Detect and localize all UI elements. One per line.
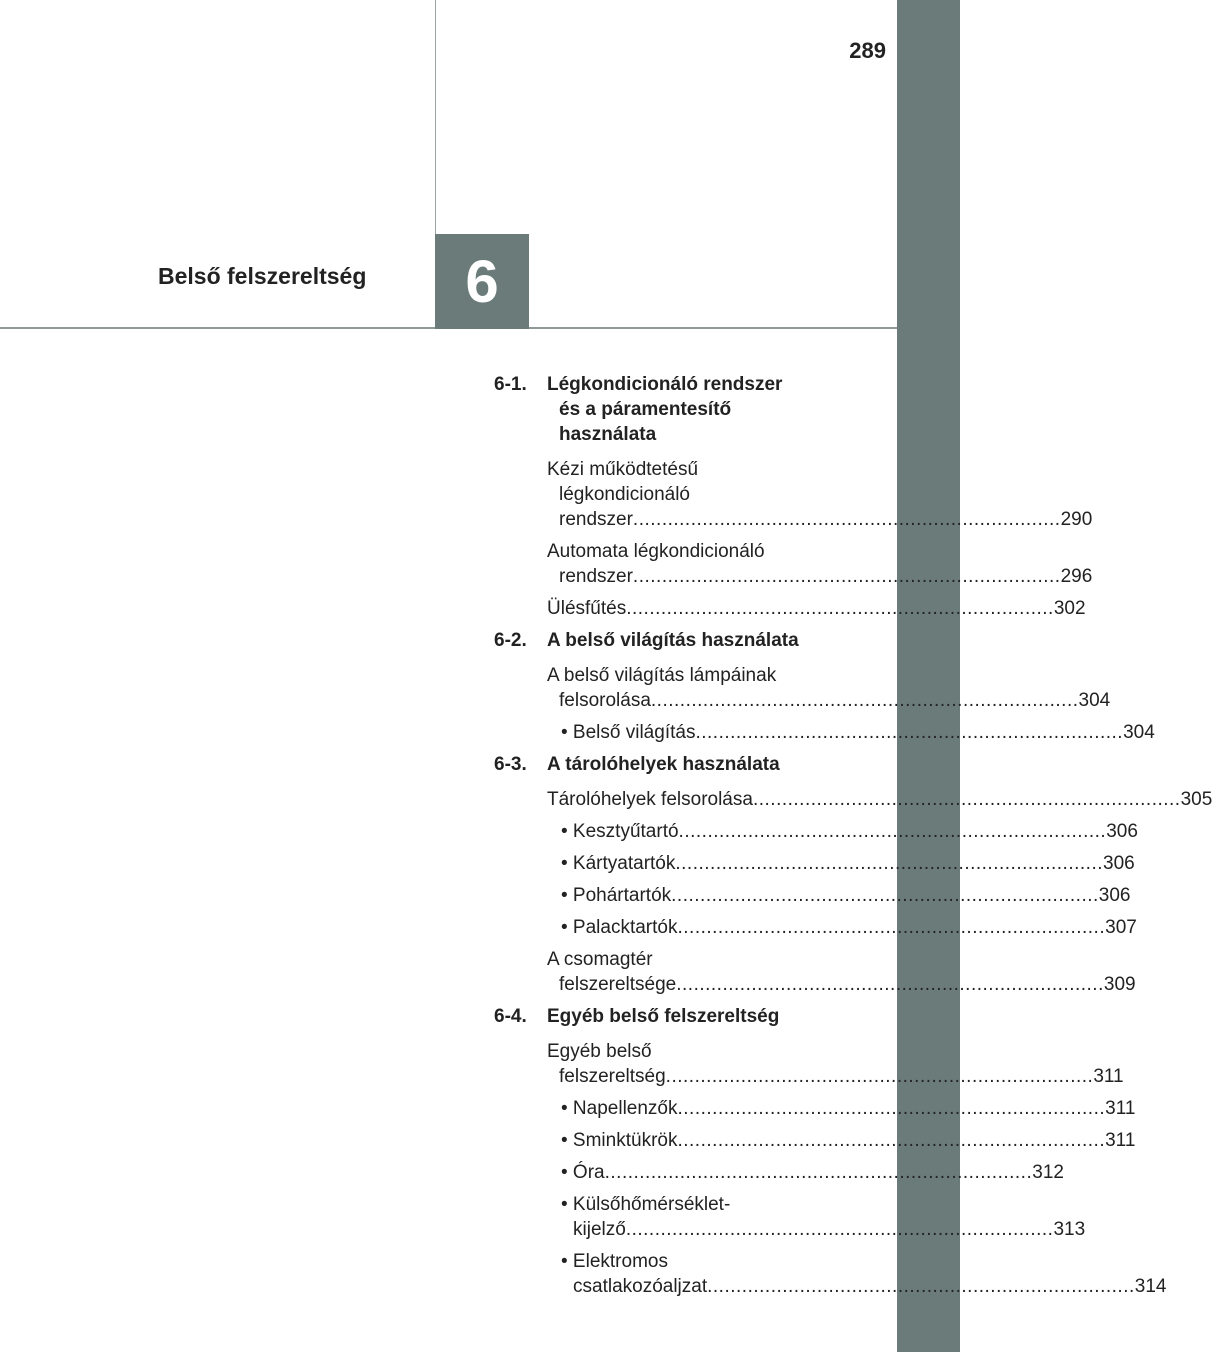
dot-leader: ..........................................................................: [677, 1130, 1106, 1151]
section-title: használata: [559, 424, 657, 445]
toc-subentry[interactable]: [494, 851, 1135, 876]
entry-title: • Palacktartók: [561, 917, 678, 938]
dot-leader: ..........................................................................: [632, 509, 1061, 530]
dot-leader: ..........................................................................: [678, 821, 1107, 842]
toc-subentry[interactable]: [494, 883, 1131, 908]
entry-page: 306: [1106, 821, 1138, 842]
dot-leader: ..........................................................................: [752, 789, 1181, 810]
entry-title: rendszer: [559, 566, 633, 587]
toc-entry[interactable]: [494, 787, 1212, 812]
entry-page: 304: [1078, 690, 1111, 711]
toc-subentry[interactable]: [494, 1128, 1136, 1153]
toc-entry[interactable]: [494, 1039, 1124, 1089]
dot-leader: ..........................................................................: [695, 722, 1124, 743]
entry-title: • Külsőhőmérséklet-: [561, 1194, 731, 1215]
entry-title: Automata légkondicionáló: [547, 541, 765, 562]
entry-title: A csomagtér: [547, 949, 653, 970]
entry-page: 309: [1103, 974, 1136, 995]
entry-title: Tárolóhelyek felsorolása: [547, 789, 753, 810]
entry-title: • Kesztyűtartó: [561, 821, 679, 842]
table-of-contents: [494, 372, 1212, 1306]
dot-leader: ..........................................................................: [626, 598, 1054, 619]
chapter-number-box: [435, 234, 529, 329]
toc-entry[interactable]: [494, 947, 1136, 997]
toc-section-6-2[interactable]: [494, 628, 838, 653]
vertical-divider: [435, 0, 436, 236]
section-title: Légkondicionáló rendszer: [547, 374, 783, 395]
toc-entry[interactable]: [494, 663, 1111, 713]
toc-section-6-1[interactable]: [494, 372, 838, 447]
entry-page: 296: [1060, 566, 1093, 587]
toc-subentry[interactable]: [494, 915, 1137, 940]
entry-page: 311: [1093, 1066, 1124, 1087]
entry-page: 311: [1105, 1130, 1136, 1151]
dot-leader: ..........................................................................: [707, 1276, 1135, 1297]
section-title: A tárolóhelyek használata: [547, 754, 780, 775]
entry-title: felszereltsége: [559, 974, 677, 995]
entry-title: • Napellenzők: [561, 1098, 678, 1119]
dot-leader: ..........................................................................: [650, 690, 1079, 711]
toc-entry[interactable]: [494, 457, 1093, 532]
toc-subentry[interactable]: [494, 720, 1155, 745]
toc-subentry[interactable]: [494, 1249, 1167, 1299]
section-title: A belső világítás használata: [547, 630, 799, 651]
entry-title: • Kártyatartók: [561, 853, 676, 874]
toc-subentry[interactable]: [494, 1192, 1086, 1242]
entry-title: csatlakozóaljzat: [573, 1276, 708, 1297]
dot-leader: ..........................................................................: [632, 566, 1061, 587]
dot-leader: ..........................................................................: [677, 1098, 1106, 1119]
page-number: 289: [849, 38, 886, 63]
section-number: 6-4.: [494, 1006, 527, 1027]
entry-page: 290: [1060, 509, 1093, 530]
toc-entry[interactable]: [494, 539, 1093, 589]
section-title: Egyéb belső felszereltség: [547, 1006, 780, 1027]
section-number: 6-1.: [494, 374, 527, 395]
entry-page: 304: [1123, 722, 1155, 743]
toc-section-6-4[interactable]: [494, 1004, 838, 1029]
entry-page: 305: [1180, 789, 1212, 810]
toc-subentry[interactable]: [494, 1160, 1064, 1185]
entry-title: • Óra: [561, 1162, 605, 1183]
entry-title: Ülésfűtés: [547, 598, 627, 619]
entry-title: • Sminktükrök: [561, 1130, 678, 1151]
entry-page: 311: [1105, 1098, 1136, 1119]
entry-title: kijelző: [573, 1219, 626, 1240]
entry-page: 302: [1053, 598, 1086, 619]
section-number: 6-3.: [494, 754, 527, 775]
dot-leader: ..........................................................................: [675, 853, 1104, 874]
dot-leader: ..........................................................................: [677, 917, 1106, 938]
toc-section-6-3[interactable]: [494, 752, 838, 777]
entry-title: • Pohártartók: [561, 885, 672, 906]
entry-page: 307: [1105, 917, 1137, 938]
entry-title: A belső világítás lámpáinak: [547, 665, 777, 686]
toc-entry[interactable]: [494, 596, 1086, 621]
entry-title: rendszer: [559, 509, 633, 530]
toc-subentry[interactable]: [494, 819, 1138, 844]
dot-leader: ..........................................................................: [625, 1219, 1054, 1240]
toc-subentry[interactable]: [494, 1096, 1136, 1121]
dot-leader: ..........................................................................: [676, 974, 1104, 995]
entry-page: 314: [1134, 1276, 1167, 1297]
chapter-title: Belső felszereltség: [158, 263, 367, 289]
entry-page: 306: [1103, 853, 1135, 874]
dot-leader: ..........................................................................: [604, 1162, 1033, 1183]
section-title: és a páramentesítő: [559, 399, 732, 420]
entry-title: légkondicionáló: [559, 484, 690, 505]
dot-leader: ..........................................................................: [665, 1066, 1094, 1087]
entry-page: 306: [1098, 885, 1131, 906]
dot-leader: ..........................................................................: [671, 885, 1099, 906]
entry-page: 313: [1053, 1219, 1086, 1240]
section-number: 6-2.: [494, 630, 527, 651]
entry-title: felszereltség: [559, 1066, 666, 1087]
entry-title: • Elektromos: [561, 1251, 668, 1272]
entry-page: 312: [1032, 1162, 1064, 1183]
chapter-number: 6: [465, 247, 499, 315]
entry-title: Kézi működtetésű: [547, 459, 699, 480]
entry-title: felsorolása: [559, 690, 651, 711]
entry-title: Egyéb belső: [547, 1041, 652, 1062]
entry-title: • Belső világítás: [561, 722, 696, 743]
